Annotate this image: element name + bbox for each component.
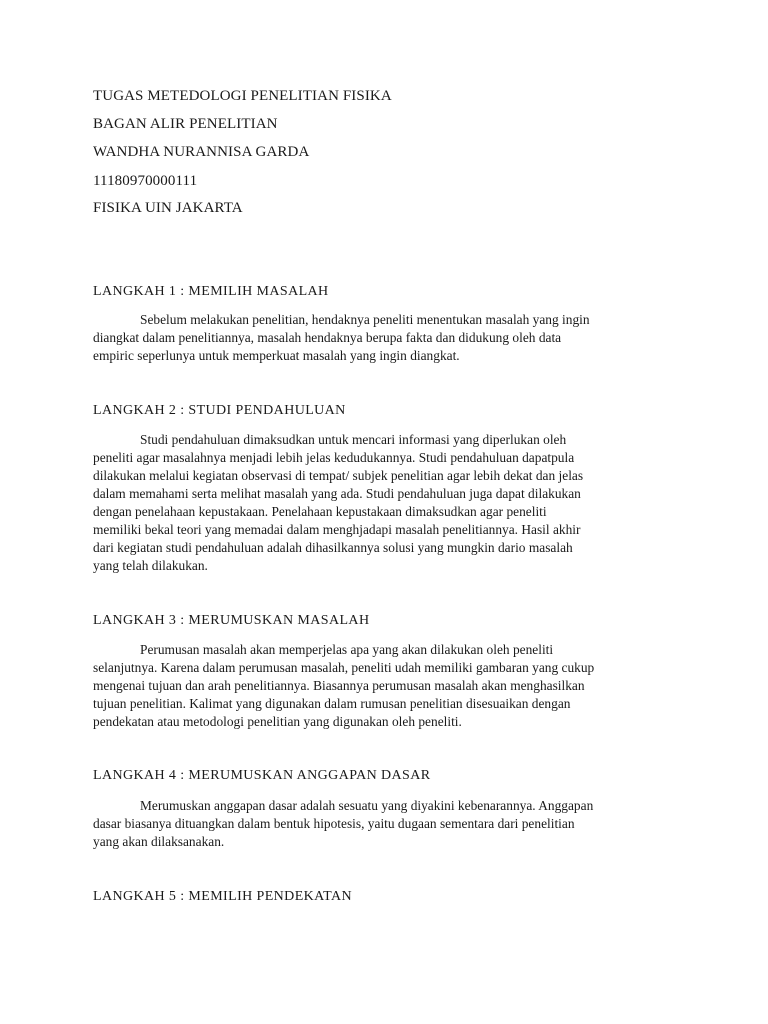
step-4-paragraph xyxy=(93,797,675,851)
step-2-heading: LANGKAH 2 : STUDI PENDAHULUAN xyxy=(93,403,346,418)
document-subtitle: BAGAN ALIR PENELITIAN xyxy=(93,116,278,132)
step-4-heading: LANGKAH 4 : MERUMUSKAN ANGGAPAN DASAR xyxy=(93,768,431,783)
paragraph-line: tujuan penelitian. Kalimat yang digunakan dalam rumusan penelitian disesuaikan dengan xyxy=(93,696,571,711)
paragraph-line: yang akan dilaksanakan. xyxy=(93,834,225,849)
paragraph-line: dalam memahami serta melihat masalah yang ada. Studi pendahuluan juga dapat dilakukan xyxy=(93,486,581,501)
institution: FISIKA UIN JAKARTA xyxy=(93,200,243,216)
paragraph-line: diangkat dalam penelitiannya, masalah hendaknya berupa fakta dan didukung oleh data xyxy=(93,330,562,345)
step-1-heading: LANGKAH 1 : MEMILIH MASALAH xyxy=(93,284,329,299)
paragraph-line: peneliti agar masalahnya menjadi lebih jelas kedudukannya. Studi pendahuluan dapatpula xyxy=(93,450,575,465)
paragraph-line: pendekatan atau metodologi penelitian yang digunakan oleh peneliti. xyxy=(93,714,462,729)
paragraph-line: Studi pendahuluan dimaksudkan untuk mencari informasi yang diperlukan oleh xyxy=(140,432,567,447)
step-3-heading: LANGKAH 3 : MERUMUSKAN MASALAH xyxy=(93,613,370,628)
paragraph-line: memiliki bekal teori yang memadai dalam menghjadapi masalah penelitiannya. Hasil akhir xyxy=(93,522,581,537)
paragraph-line: yang telah dilakukan. xyxy=(93,558,208,573)
paragraph-line: mengenai tujuan dan arah penelitiannya. Biasannya perumusan masalah akan menghasilkan xyxy=(93,678,585,693)
paragraph-line: selanjutnya. Karena dalam perumusan masalah, peneliti udah memiliki gambaran yang cukup xyxy=(93,660,595,675)
document-title: TUGAS METEDOLOGI PENELITIAN FISIKA xyxy=(93,88,392,104)
author-name: WANDHA NURANNISA GARDA xyxy=(93,144,310,160)
step-5-heading: LANGKAH 5 : MEMILIH PENDEKATAN xyxy=(93,889,352,904)
paragraph-line: dari kegiatan studi pendahuluan adalah dihasilkannya solusi yang mungkin dario masalah xyxy=(93,540,573,555)
step-2-paragraph xyxy=(93,431,675,575)
student-id: 11180970000111 xyxy=(93,173,198,189)
step-1-paragraph xyxy=(93,311,675,365)
paragraph-line: Merumuskan anggapan dasar adalah sesuatu yang diyakini kebenarannya. Anggapan xyxy=(140,798,594,813)
paragraph-line: Sebelum melakukan penelitian, hendaknya peneliti menentukan masalah yang ingin xyxy=(140,312,590,327)
paragraph-line: dasar biasanya dituangkan dalam bentuk hipotesis, yaitu dugaan sementara dari penelitian xyxy=(93,816,575,831)
paragraph-line: empiric seperlunya untuk memperkuat masalah yang ingin diangkat. xyxy=(93,348,460,363)
paragraph-line: dilakukan melalui kegiatan observasi di tempat/ subjek penelitian agar lebih dekat dan jelas xyxy=(93,468,584,483)
step-3-paragraph xyxy=(93,641,675,731)
paragraph-line: dengan penelahaan kepustakaan. Penelahaan kepustakaan dimaksudkan agar peneliti xyxy=(93,504,547,519)
paragraph-line: Perumusan masalah akan memperjelas apa yang akan dilakukan oleh peneliti xyxy=(140,642,554,657)
